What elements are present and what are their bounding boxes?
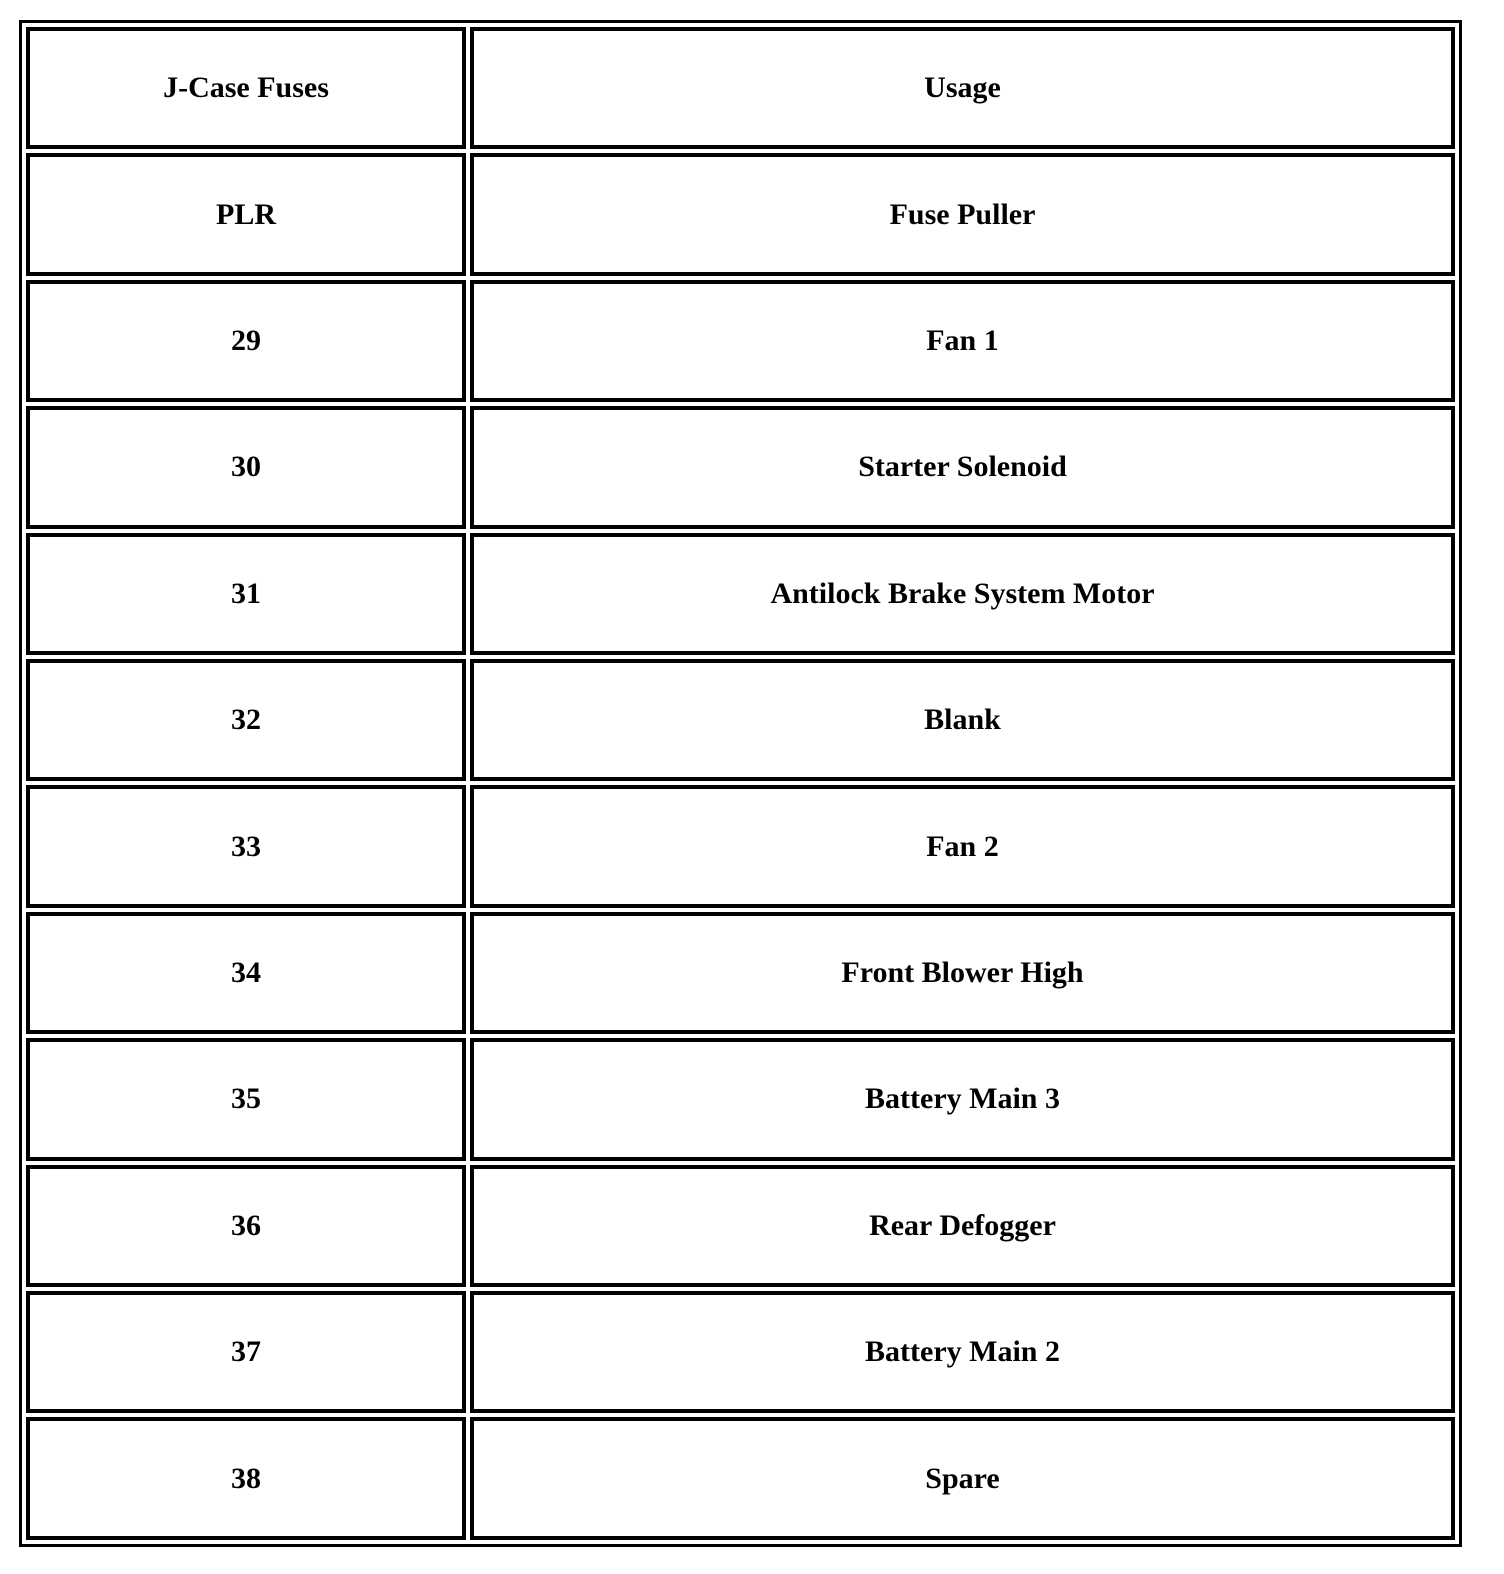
table-row bbox=[26, 785, 1455, 907]
fuse-cell: 29 bbox=[26, 280, 466, 402]
table-row bbox=[26, 406, 1455, 528]
usage-cell: Spare bbox=[470, 1417, 1455, 1540]
header-usage: Usage bbox=[470, 27, 1455, 149]
table-row bbox=[26, 280, 1455, 402]
table-row bbox=[26, 1165, 1455, 1287]
fuse-cell: 38 bbox=[26, 1417, 466, 1540]
fuse-usage-table bbox=[19, 20, 1462, 1547]
fuse-cell: 31 bbox=[26, 533, 466, 655]
table-row bbox=[26, 1038, 1455, 1160]
usage-cell: Battery Main 3 bbox=[470, 1038, 1455, 1160]
header-fuse: J-Case Fuses bbox=[26, 27, 466, 149]
usage-cell: Blank bbox=[470, 659, 1455, 781]
table-row bbox=[26, 659, 1455, 781]
table-header-row bbox=[26, 27, 1455, 149]
usage-cell: Fan 2 bbox=[470, 785, 1455, 907]
fuse-cell: PLR bbox=[26, 153, 466, 275]
table-row bbox=[26, 1291, 1455, 1413]
fuse-cell: 32 bbox=[26, 659, 466, 781]
fuse-cell: 30 bbox=[26, 406, 466, 528]
usage-cell: Fan 1 bbox=[470, 280, 1455, 402]
usage-cell: Battery Main 2 bbox=[470, 1291, 1455, 1413]
usage-cell: Front Blower High bbox=[470, 912, 1455, 1034]
fuse-cell: 36 bbox=[26, 1165, 466, 1287]
fuse-cell: 37 bbox=[26, 1291, 466, 1413]
table-row bbox=[26, 533, 1455, 655]
usage-cell: Starter Solenoid bbox=[470, 406, 1455, 528]
table-row bbox=[26, 912, 1455, 1034]
table-row bbox=[26, 1417, 1455, 1540]
usage-cell: Antilock Brake System Motor bbox=[470, 533, 1455, 655]
table-row bbox=[26, 153, 1455, 275]
fuse-cell: 34 bbox=[26, 912, 466, 1034]
fuse-cell: 33 bbox=[26, 785, 466, 907]
usage-cell: Rear Defogger bbox=[470, 1165, 1455, 1287]
usage-cell: Fuse Puller bbox=[470, 153, 1455, 275]
fuse-cell: 35 bbox=[26, 1038, 466, 1160]
